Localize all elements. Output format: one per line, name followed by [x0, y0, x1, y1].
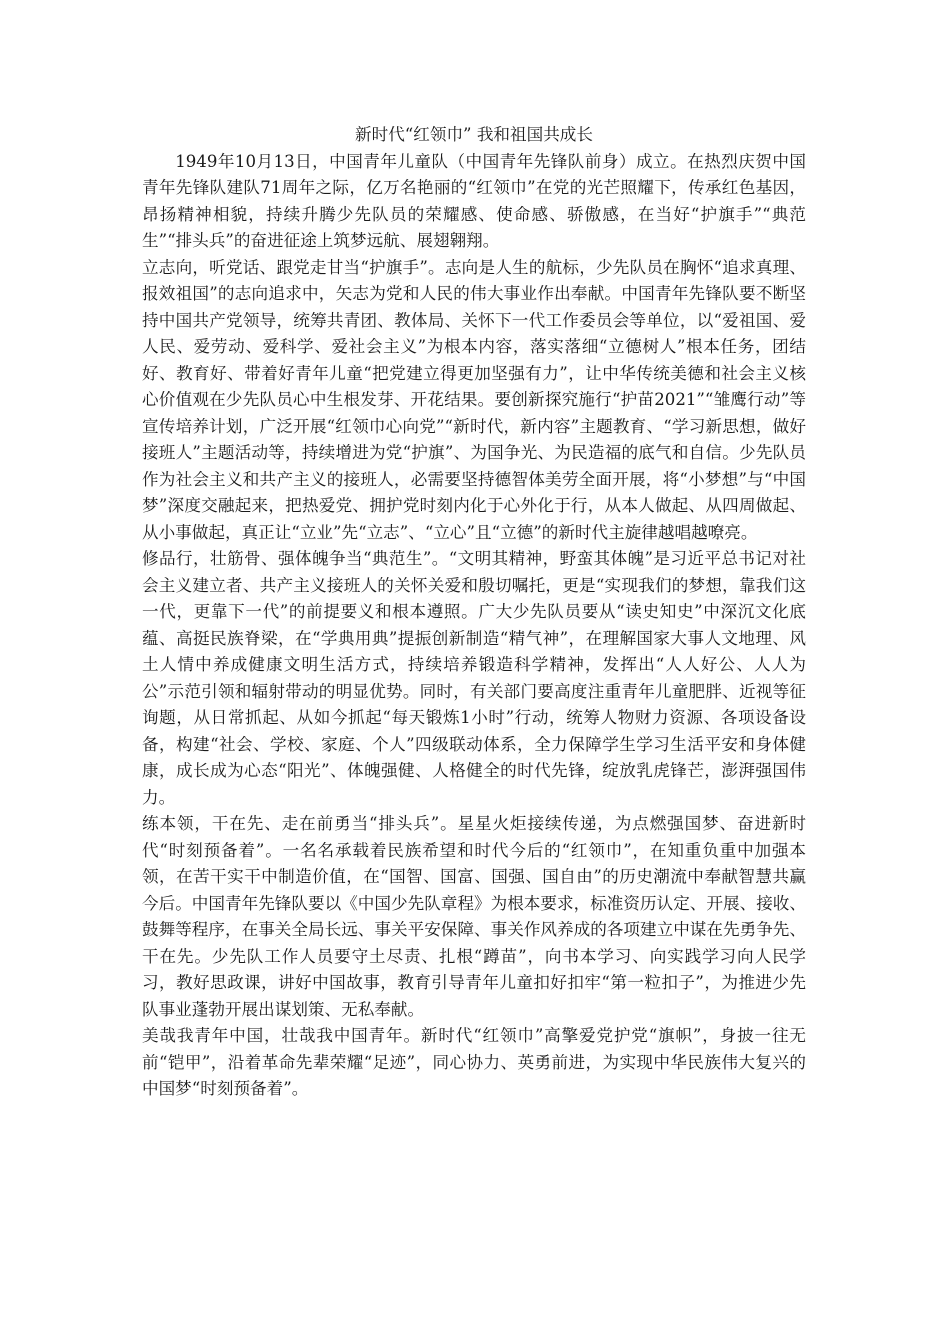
- paragraph-flag-bearer: 立志向，听党话、跟党走甘当“护旗手”。志向是人生的航标，少先队员在胸怀“追求真理、报效祖国”的志向追求中，矢志为党和人民的伟大事业作出奉献。中国青年先锋队要不断坚持中国共产党领导，统筹共青团、教体局、关怀下一代工作委员会等单位，以“爱祖国、爱人民、爱劳动、爱科学、爱社会主义”为根本内容，落实落细“立德树人”根本任务，团结好、教育好、带着好青年儿童“把党建立得更加坚强有力”，让中华传统美德和社会主义核心价值观在少先队员心中生根发芽、开花结果。要创新探究施行“护苗2021”“雏鹰行动”等宣传培养计划，广泛开展“红领巾心向党”“新时代，新内容”主题教育、“学习新思想，做好接班人”主题活动等，持续增进为党“护旗”、为国争光、为民造福的底气和自信。少先队员作为社会主义和共产主义的接班人，必需要坚持德智体美劳全面开展，将“小梦想”与“中国梦”深度交融起来，把热爱党、拥护党时刻内化于心外化于行，从本人做起、从四周做起、从小事做起，真正让“立业”先“立志”、“立心”且“立德”的新时代主旋律越唱越嘹亮。: [142, 257, 806, 542]
- paragraph-conclusion: 美哉我青年中国，壮哉我中国青年。新时代“红领巾”高擎爱党护党“旗帜”，身披一往无前“铠甲”，沿着革命先辈荣耀“足迹”，同心协力、英勇前进，为实现中华民族伟大复兴的中国梦“时刻预备着”。: [142, 1026, 806, 1098]
- document-title: 新时代“红领巾” 我和祖国共成长: [355, 125, 593, 144]
- paragraph-vanguard: 练本领，干在先、走在前勇当“排头兵”。星星火炬接续传递，为点燃强国梦、奋进新时代“时刻预备着”。一名名承载着民族希望和时代今后的“红领巾”，在知重负重中加强本领，在苦干实干中制造价值，在“国智、国富、国强、国自由”的历史潮流中奉献智慧共赢今后。中国青年先锋队要以《中国少先队章程》为根本要求，标准资历认定、开展、接收、鼓舞等程序，在事关全局长远、事关平安保障、事关作风养成的各项建立中谋在先勇争先、干在先。少先队工作人员要守土尽责、扎根“蹲苗”，向书本学习、向实践学习向人民学习，教好思政课，讲好中国故事，教育引导青年儿童扣好扣牢“第一粒扣子”，为推进少先队事业蓬勃开展出谋划策、无私奉献。: [142, 814, 806, 1019]
- paragraph-intro: 1949年10月13日，中国青年儿童队（中国青年先锋队前身）成立。在热烈庆贺中国青年先锋队建队71周年之际，亿万名艳丽的“红领巾”在党的光芒照耀下，传承红色基因，昂扬精神相貌，持续升腾少先队员的荣耀感、使命感、骄傲感，在当好“护旗手”“典范生”“排头兵”的奋进征途上筑梦远航、展翅翱翔。: [142, 151, 806, 250]
- document-page: [142, 122, 806, 1103]
- paragraph-model-student: 修品行，壮筋骨、强体魄争当“典范生”。“文明其精神，野蛮其体魄”是习近平总书记对社会主义建立者、共产主义接班人的关怀关爱和殷切嘱托，更是“实现我们的梦想，靠我们这一代，更靠下一代”的前提要义和根本遵照。广大少先队员要从“读史知史”中深沉文化底蕴、高挺民族脊梁，在“学典用典”提振创新制造“精气神”，在理解国家大事人文地理、风土人情中养成健康文明生活方式，持续培养锻造科学精神，发挥出“人人好公、人人为公”示范引领和辐射带动的明显优势。同时，有关部门要高度注重青年儿童肥胖、近视等征询题，从日常抓起、从如今抓起“每天锻炼1小时”行动，统筹人物财力资源、各项设备设备，构建“社会、学校、家庭、个人”四级联动体系，全力保障学生学习生活平安和身体健康，成长成为心态“阳光”、体魄强健、人格健全的时代先锋，绽放乳虎锋芒，澎湃强国伟力。: [142, 549, 806, 807]
